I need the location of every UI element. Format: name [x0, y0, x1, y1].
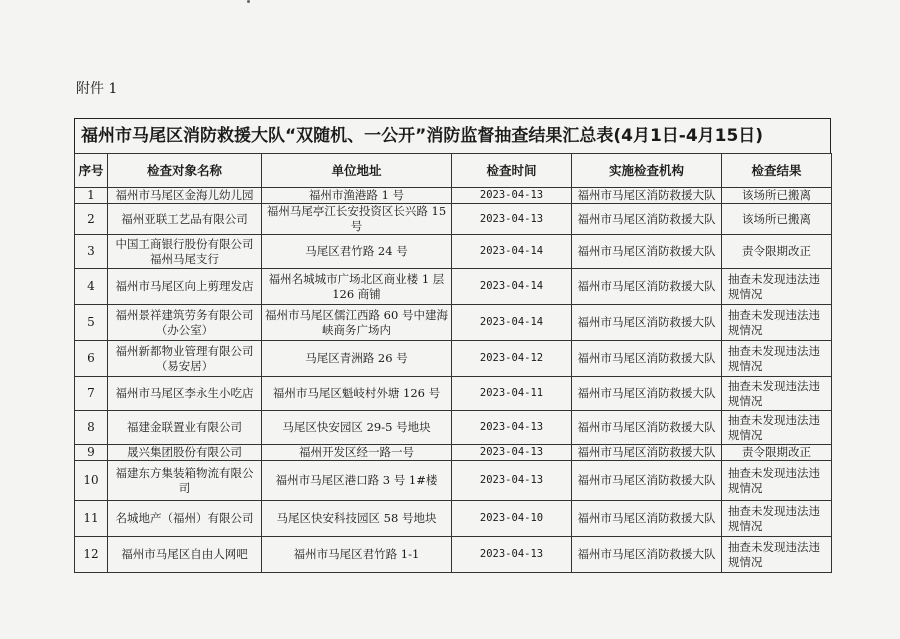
cell-date: 2023-04-14 [452, 235, 572, 269]
cell-result: 该场所已搬离 [722, 204, 832, 235]
cell-seq: 10 [75, 461, 108, 501]
cell-address: 福州开发区经一路一号 [262, 445, 452, 461]
cell-seq: 3 [75, 235, 108, 269]
table-row [75, 445, 832, 461]
attachment-label: 附件 1 [76, 81, 118, 97]
inspection-table [74, 153, 832, 573]
cell-seq: 8 [75, 411, 108, 445]
header-seq: 序号 [75, 154, 108, 188]
cell-name: 福州市马尾区金海儿幼儿园 [108, 188, 262, 204]
cell-address: 福州市马尾区儒江西路 60 号中建海峡商务广场内 [262, 305, 452, 341]
cell-address: 福州名城城市广场北区商业楼 1 层 126 商铺 [262, 269, 452, 305]
cell-agency: 福州市马尾区消防救援大队 [572, 377, 722, 411]
cell-date: 2023-04-14 [452, 305, 572, 341]
table-row [75, 537, 832, 573]
table-row [75, 377, 832, 411]
cell-date: 2023-04-10 [452, 501, 572, 537]
cell-result: 该场所已搬离 [722, 188, 832, 204]
cell-seq: 1 [75, 188, 108, 204]
table-row [75, 269, 832, 305]
cell-address: 福州市马尾区君竹路 1-1 [262, 537, 452, 573]
summary-sheet [74, 118, 831, 573]
cell-agency: 福州市马尾区消防救援大队 [572, 235, 722, 269]
cell-date: 2023-04-14 [452, 269, 572, 305]
table-row [75, 341, 832, 377]
cell-result: 抽查未发现违法违规情况 [722, 305, 832, 341]
cell-date: 2023-04-13 [452, 537, 572, 573]
cell-name: 福州市马尾区李永生小吃店 [108, 377, 262, 411]
cell-name: 福州市马尾区自由人网吧 [108, 537, 262, 573]
table-row [75, 411, 832, 445]
cell-agency: 福州市马尾区消防救援大队 [572, 501, 722, 537]
cell-result: 抽查未发现违法违规情况 [722, 377, 832, 411]
cell-agency: 福州市马尾区消防救援大队 [572, 305, 722, 341]
cell-agency: 福州市马尾区消防救援大队 [572, 188, 722, 204]
cell-result: 责令限期改正 [722, 235, 832, 269]
cell-agency: 福州市马尾区消防救援大队 [572, 341, 722, 377]
cell-seq: 6 [75, 341, 108, 377]
header-name: 检查对象名称 [108, 154, 262, 188]
table-row [75, 204, 832, 235]
header-date: 检查时间 [452, 154, 572, 188]
cell-name: 福州市马尾区向上剪理发店 [108, 269, 262, 305]
cell-agency: 福州市马尾区消防救援大队 [572, 204, 722, 235]
scan-speck [247, 0, 250, 3]
cell-address: 马尾区君竹路 24 号 [262, 235, 452, 269]
cell-seq: 7 [75, 377, 108, 411]
cell-result: 抽查未发现违法违规情况 [722, 461, 832, 501]
table-row [75, 235, 832, 269]
cell-seq: 5 [75, 305, 108, 341]
cell-name: 名城地产（福州）有限公司 [108, 501, 262, 537]
cell-name: 福建东方集装箱物流有限公司 [108, 461, 262, 501]
cell-seq: 9 [75, 445, 108, 461]
cell-name: 福建金联置业有限公司 [108, 411, 262, 445]
cell-date: 2023-04-13 [452, 461, 572, 501]
cell-name: 中国工商银行股份有限公司福州马尾支行 [108, 235, 262, 269]
header-agency: 实施检查机构 [572, 154, 722, 188]
cell-result: 抽查未发现违法违规情况 [722, 537, 832, 573]
cell-date: 2023-04-13 [452, 411, 572, 445]
cell-result: 抽查未发现违法违规情况 [722, 341, 832, 377]
cell-date: 2023-04-13 [452, 445, 572, 461]
cell-seq: 12 [75, 537, 108, 573]
table-row [75, 461, 832, 501]
cell-result: 抽查未发现违法违规情况 [722, 269, 832, 305]
cell-address: 福州马尾亭江长安投资区长兴路 15 号 [262, 204, 452, 235]
cell-name: 福州亚联工艺品有限公司 [108, 204, 262, 235]
cell-date: 2023-04-11 [452, 377, 572, 411]
cell-name: 晟兴集团股份有限公司 [108, 445, 262, 461]
cell-result: 抽查未发现违法违规情况 [722, 411, 832, 445]
cell-seq: 2 [75, 204, 108, 235]
cell-name: 福州景祥建筑劳务有限公司（办公室） [108, 305, 262, 341]
table-row [75, 188, 832, 204]
cell-agency: 福州市马尾区消防救援大队 [572, 461, 722, 501]
header-result: 检查结果 [722, 154, 832, 188]
cell-address: 马尾区快安科技园区 58 号地块 [262, 501, 452, 537]
header-row [75, 154, 832, 188]
cell-address: 福州市马尾区港口路 3 号 1#楼 [262, 461, 452, 501]
table-row [75, 501, 832, 537]
cell-seq: 11 [75, 501, 108, 537]
cell-seq: 4 [75, 269, 108, 305]
cell-result: 责令限期改正 [722, 445, 832, 461]
cell-agency: 福州市马尾区消防救援大队 [572, 411, 722, 445]
header-address: 单位地址 [262, 154, 452, 188]
cell-result: 抽查未发现违法违规情况 [722, 501, 832, 537]
cell-address: 福州市马尾区魁岐村外塘 126 号 [262, 377, 452, 411]
table-title: 福州市马尾区消防救援大队“双随机、一公开”消防监督抽查结果汇总表(4月1日-4月15日) [74, 118, 831, 153]
table-row [75, 305, 832, 341]
cell-agency: 福州市马尾区消防救援大队 [572, 445, 722, 461]
cell-address: 福州市渔港路 1 号 [262, 188, 452, 204]
cell-date: 2023-04-13 [452, 188, 572, 204]
cell-agency: 福州市马尾区消防救援大队 [572, 269, 722, 305]
cell-address: 马尾区青洲路 26 号 [262, 341, 452, 377]
cell-date: 2023-04-12 [452, 341, 572, 377]
cell-agency: 福州市马尾区消防救援大队 [572, 537, 722, 573]
cell-name: 福州新都物业管理有限公司（易安居） [108, 341, 262, 377]
cell-date: 2023-04-13 [452, 204, 572, 235]
cell-address: 马尾区快安园区 29-5 号地块 [262, 411, 452, 445]
